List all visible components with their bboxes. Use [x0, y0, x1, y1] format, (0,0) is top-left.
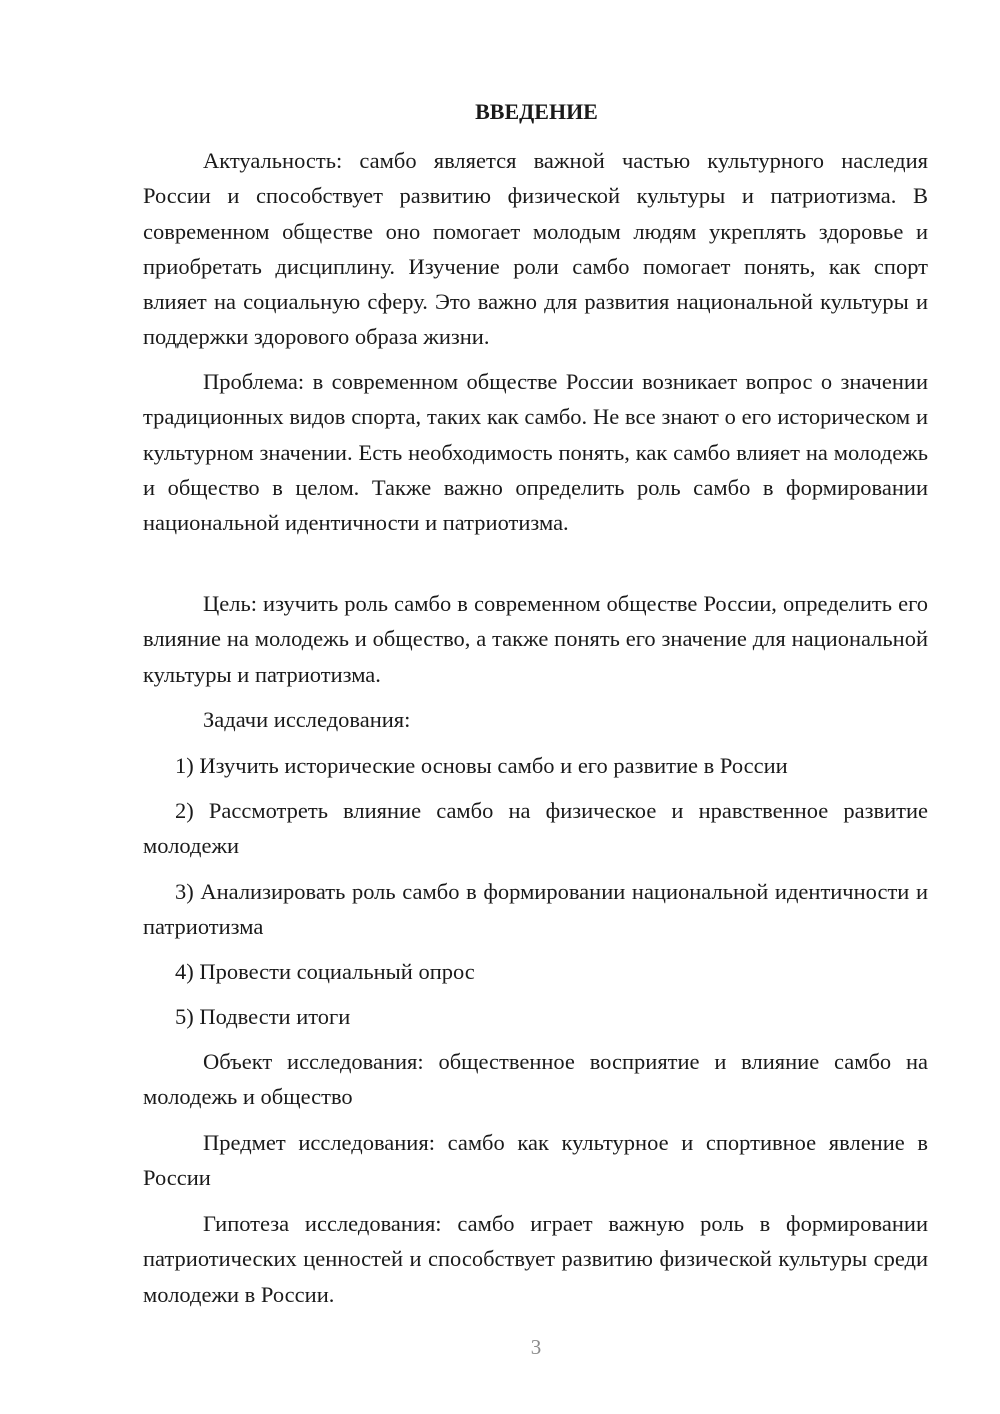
object-paragraph: Объект исследования: общественное восприятие и влияние самбо на молодежь и общество	[143, 1049, 928, 1110]
page-title: ВВЕДЕНИЕ	[475, 99, 598, 124]
page-number: 3	[530, 1335, 542, 1359]
tasks-heading: Задачи исследования:	[203, 707, 411, 732]
task-item-3: 3) Анализировать роль самбо в формировании национальной идентичности и патриотизма	[143, 879, 928, 940]
hypothesis-paragraph: Гипотеза исследования: самбо играет важную роль в формировании патриотических ценностей и способствует развитию физической культуры среди молодежи в России.	[143, 1211, 928, 1307]
subject-paragraph: Предмет исследования: самбо как культурное и спортивное явление в России	[143, 1130, 928, 1191]
relevance-paragraph: Актуальность: самбо является важной частью культурного наследия России и способствует развитию физической культуры и патриотизма. В современном обществе оно помогает молодым людям укреплять здоровье и приобретать дисциплину. Изучение роли самбо помогает понять, как спорт влияет на социальную сферу. Это важно для развития национальной культуры и поддержки здорового образа жизни.	[143, 148, 928, 350]
task-item-1: 1) Изучить исторические основы самбо и его развитие в России	[175, 753, 788, 778]
task-item-4: 4) Провести социальный опрос	[175, 959, 475, 984]
task-item-5: 5) Подвести итоги	[175, 1004, 351, 1029]
task-item-2: 2) Рассмотреть влияние самбо на физическое и нравственное развитие молодежи	[143, 798, 928, 859]
problem-paragraph: Проблема: в современном обществе России возникает вопрос о значении традиционных видов спорта, таких как самбо. Не все знают о его историческом и культурном значении. Есть необходимость понять, как самбо влияет на молодежь и общество в целом. Также важно определить роль самбо в формировании национальной идентичности и патриотизма.	[143, 369, 928, 536]
goal-paragraph: Цель: изучить роль самбо в современном обществе России, определить его влияние на молодежь и общество, а также понять его значение для национальной культуры и патриотизма.	[143, 591, 928, 687]
